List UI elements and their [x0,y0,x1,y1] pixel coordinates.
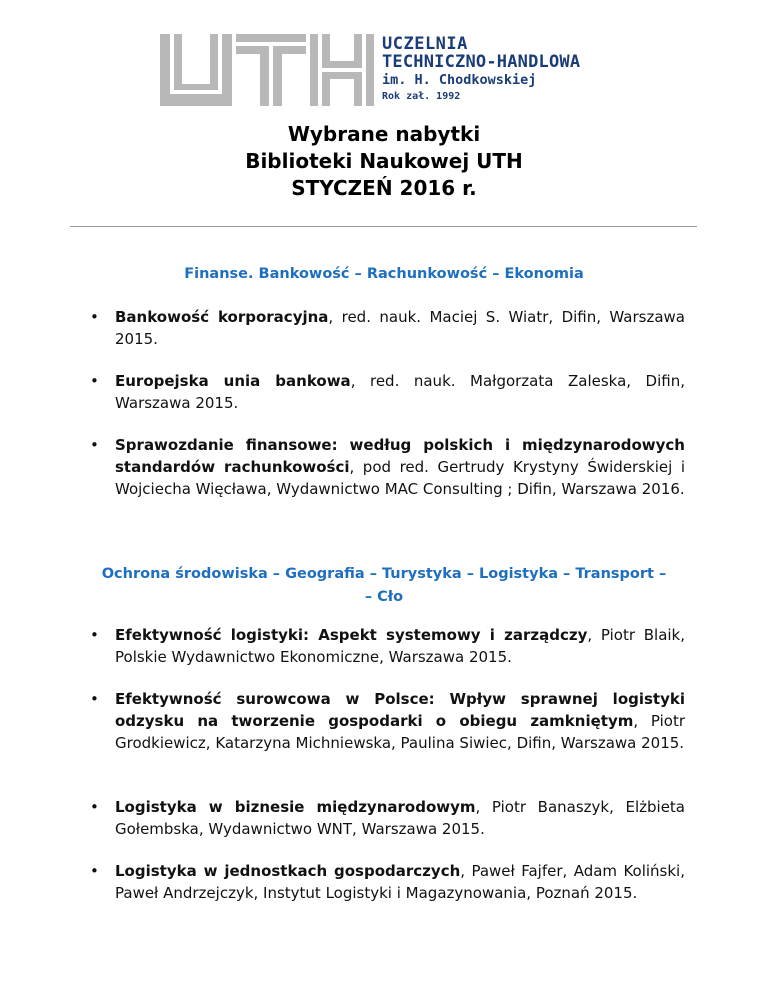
book-title: Bankowość korporacyjna [115,308,329,326]
bullet-icon: • [90,436,99,454]
uth-letters-graphic [160,34,375,108]
book-details: , Paweł Fajfer, Adam Koliński, Paweł Andrzejczyk, Instytut Logistyki i Magazynowania, Poznań 2015. [115,862,685,902]
book-details: , Piotr Banaszyk, Elżbieta Gołembska, Wydawnictwo WNT, Warszawa 2015. [115,798,685,838]
title-line-3: STYCZEŃ 2016 r. [291,176,477,200]
book-title: Europejska unia bankowa [115,372,351,390]
book-title: Logistyka w jednostkach gospodarczych [115,862,461,880]
section-heading-line-2: – Cło [364,589,404,605]
bullet-icon: • [90,626,99,644]
section-heading-finanse: Finanse. Bankowość – Rachunkowość – Ekonomia [184,266,584,282]
list-item [90,860,685,904]
book-details: , pod red. Gertrudy Krystyny Świderskiej i Wojciecha Więcława, Wydawnictwo MAC Consulting ; Difin, Warszawa 2016. [115,458,685,498]
logo-line-founded: Rok zał. 1992 [382,91,461,102]
book-details: , red. nauk. Maciej S. Wiatr, Difin, Warszawa 2015. [115,308,686,348]
book-title: Logistyka w biznesie międzynarodowym [115,798,476,816]
section-heading-line-1: Ochrona środowiska – Geografia – Turystyka – Logistyka – Transport – [101,566,667,582]
bullet-icon: • [90,798,99,816]
uth-logo [160,34,640,108]
book-title: Efektywność logistyki: Aspekt systemowy i zarządczy [115,626,588,644]
title-line-2: Biblioteki Naukowej UTH [245,149,523,173]
bullet-icon: • [90,372,99,390]
logo-line-patron: im. H. Chodkowskiej [382,72,537,88]
bullet-icon: • [90,690,99,708]
book-title: Efektywność surowcowa w Polsce: Wpływ sprawnej logistyki odzysku na tworzenie gospodarki o obiegu zamkniętym [115,690,685,730]
book-title: Sprawozdanie finansowe: według polskich i międzynarodowych standardów rachunkowości [115,436,685,476]
book-details: , Piotr Grodkiewicz, Katarzyna Michniewska, Paulina Siwiec, Difin, Warszawa 2015. [115,712,685,752]
list-item [90,306,686,350]
logo-line-uczelnia: UCZELNIA [382,34,468,54]
document-title [0,121,768,202]
bullet-icon: • [90,308,99,326]
title-divider [70,226,697,227]
list-item [90,434,685,500]
logo-text [382,36,580,104]
title-line-1: Wybrane nabytki [287,122,481,146]
logo-line-techniczno: TECHNICZNO-HANDLOWA [382,52,581,72]
list-item [90,796,685,840]
list-item [90,624,686,668]
list-item [90,370,685,414]
bullet-icon: • [90,862,99,880]
book-details: , red. nauk. Małgorzata Zaleska, Difin, Warszawa 2015. [115,372,685,412]
book-details: , Piotr Blaik, Polskie Wydawnictwo Ekonomiczne, Warszawa 2015. [115,626,686,666]
list-item [90,688,685,754]
section-heading-ochrona [74,563,694,609]
